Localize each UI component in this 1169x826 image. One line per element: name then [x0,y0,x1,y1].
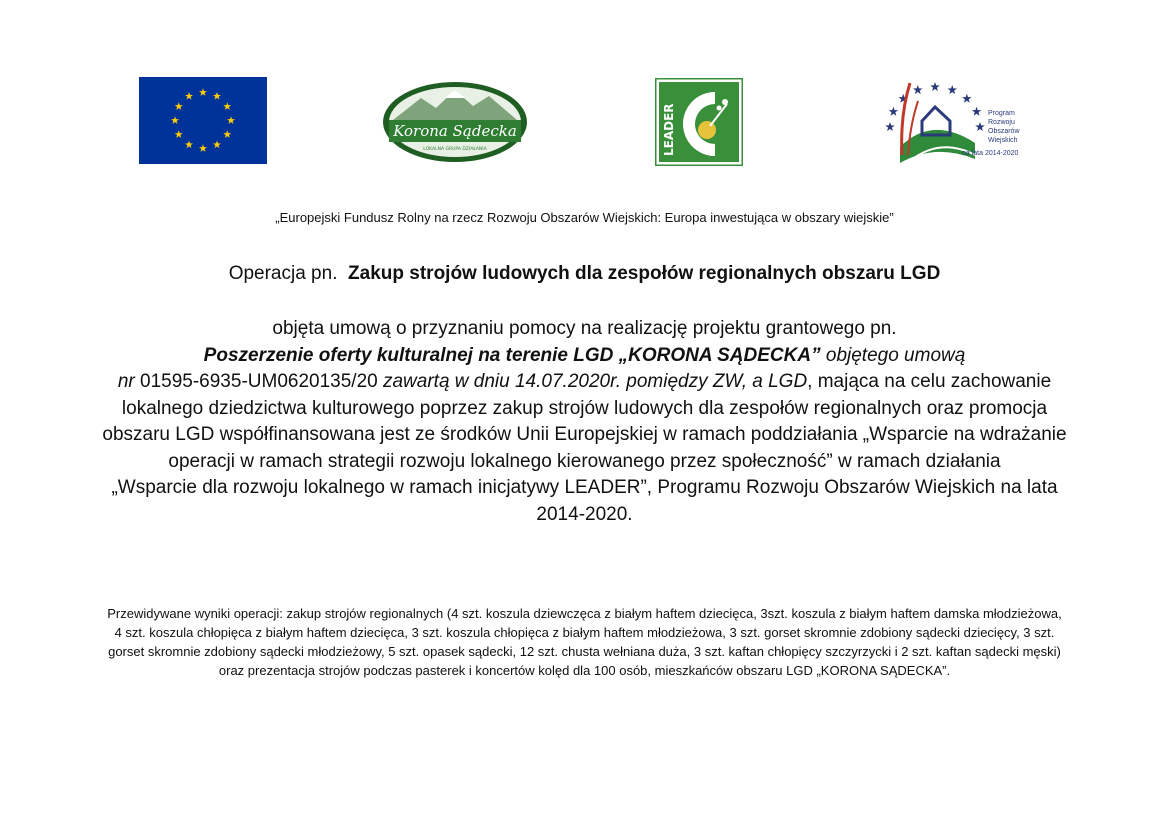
prow-star-icon [930,82,940,91]
prow-logo-text [988,109,1020,145]
nr-label: nr [117,371,135,392]
body-line-1: objęta umową o przyznaniu pomocy na realizację projektu grantowego pn. [272,318,897,339]
prow-line: Wiejskich [988,137,1018,144]
prow-line: Rozwoju [988,119,1015,126]
prow-line: Program [988,110,1015,117]
korona-sadecka-logo [381,80,529,164]
operation-title: Zakup strojów ludowych dla zespołów regionalnych obszaru LGD [348,263,941,284]
body-rest: , mająca na celu zachowanie lokalnego dziedzictwa kulturowego poprzez zakup strojów ludowych dla zespołów regionalnych oraz promocja obszaru LGD współfinansowana jest ze środków Unii Europejskiej w ramach poddziałania „Wsparcie na wdrażanie operacji w ramach strategii rozwoju lokalnego kierowanego przez społeczność” w ramach działania [102,371,1067,472]
leader-logo-text: LEADER [662,103,676,156]
body-paragraph [100,316,1069,528]
prow-star-icon [889,107,899,116]
leader-logo [655,78,743,166]
prow-star-icon [972,107,982,116]
korona-logo-text: Korona Sądecka [393,122,517,140]
korona-logo-subtext: LOKALNA GRUPA DZIAŁANIA [423,147,487,152]
prow-star-icon [913,85,923,94]
prow-star-icon [885,122,895,131]
prow-line: Obszarów [988,128,1020,135]
operation-prefix: Operacja pn. [228,263,338,284]
concluded-text: zawartą w dniu 14.07.2020r. pomiędzy ZW, a LGD [382,371,808,392]
operation-heading [0,263,1169,285]
prow-star-icon [975,122,985,131]
eu-flag-logo [139,77,267,164]
project-name: Poszerzenie oferty kulturalnej na terenie LGD „KORONA SĄDECKA” [203,344,821,366]
body-last: „Wsparcie dla rozwoju lokalnego w ramach inicjatywy LEADER”, Programu Rozwoju Obszarów Wiejskich na lata 2014-2020. [111,477,1058,525]
agreement-number: 01595-6935-UM0620135/20 [140,371,378,392]
prow-logo [880,75,1040,167]
covered-text: objętego umową [825,344,966,366]
expected-results: Przewidywane wyniki operacji: zakup strojów regionalnych (4 szt. koszula dziewczęca z białym haftem dziecięca, 3szt. koszula z białym haftem damska młodzieżowa, 4 szt. koszula chłopięca z białym haftem dziecięca, 3 szt. koszula chłopięca z białym haftem młodzieżowa, 3 szt. gorset skromnie zdobiony sądecki dziecięcy, 3 szt. gorset skromnie zdobiony sądecki młodzieżowy, 5 szt. opasek sądecki, 12 szt. chusta wełniana duża, 3 szt. kaftan chłopięcy szczyrzycki i 2 szt. kaftan sądecki męski) oraz prezentacja strojów podczas pasterek i koncertów kolęd dla 100 osób, mieszkańców obszaru LGD „KORONA SĄDECKA”. [107,606,1062,678]
prow-star-icon [947,85,957,94]
prow-years: na lata 2014-2020 [962,150,1019,157]
prow-star-icon [962,94,972,103]
fund-line: „Europejski Fundusz Rolny na rzecz Rozwoju Obszarów Wiejskich: Europa inwestująca w obszary wiejskie” [275,210,894,225]
